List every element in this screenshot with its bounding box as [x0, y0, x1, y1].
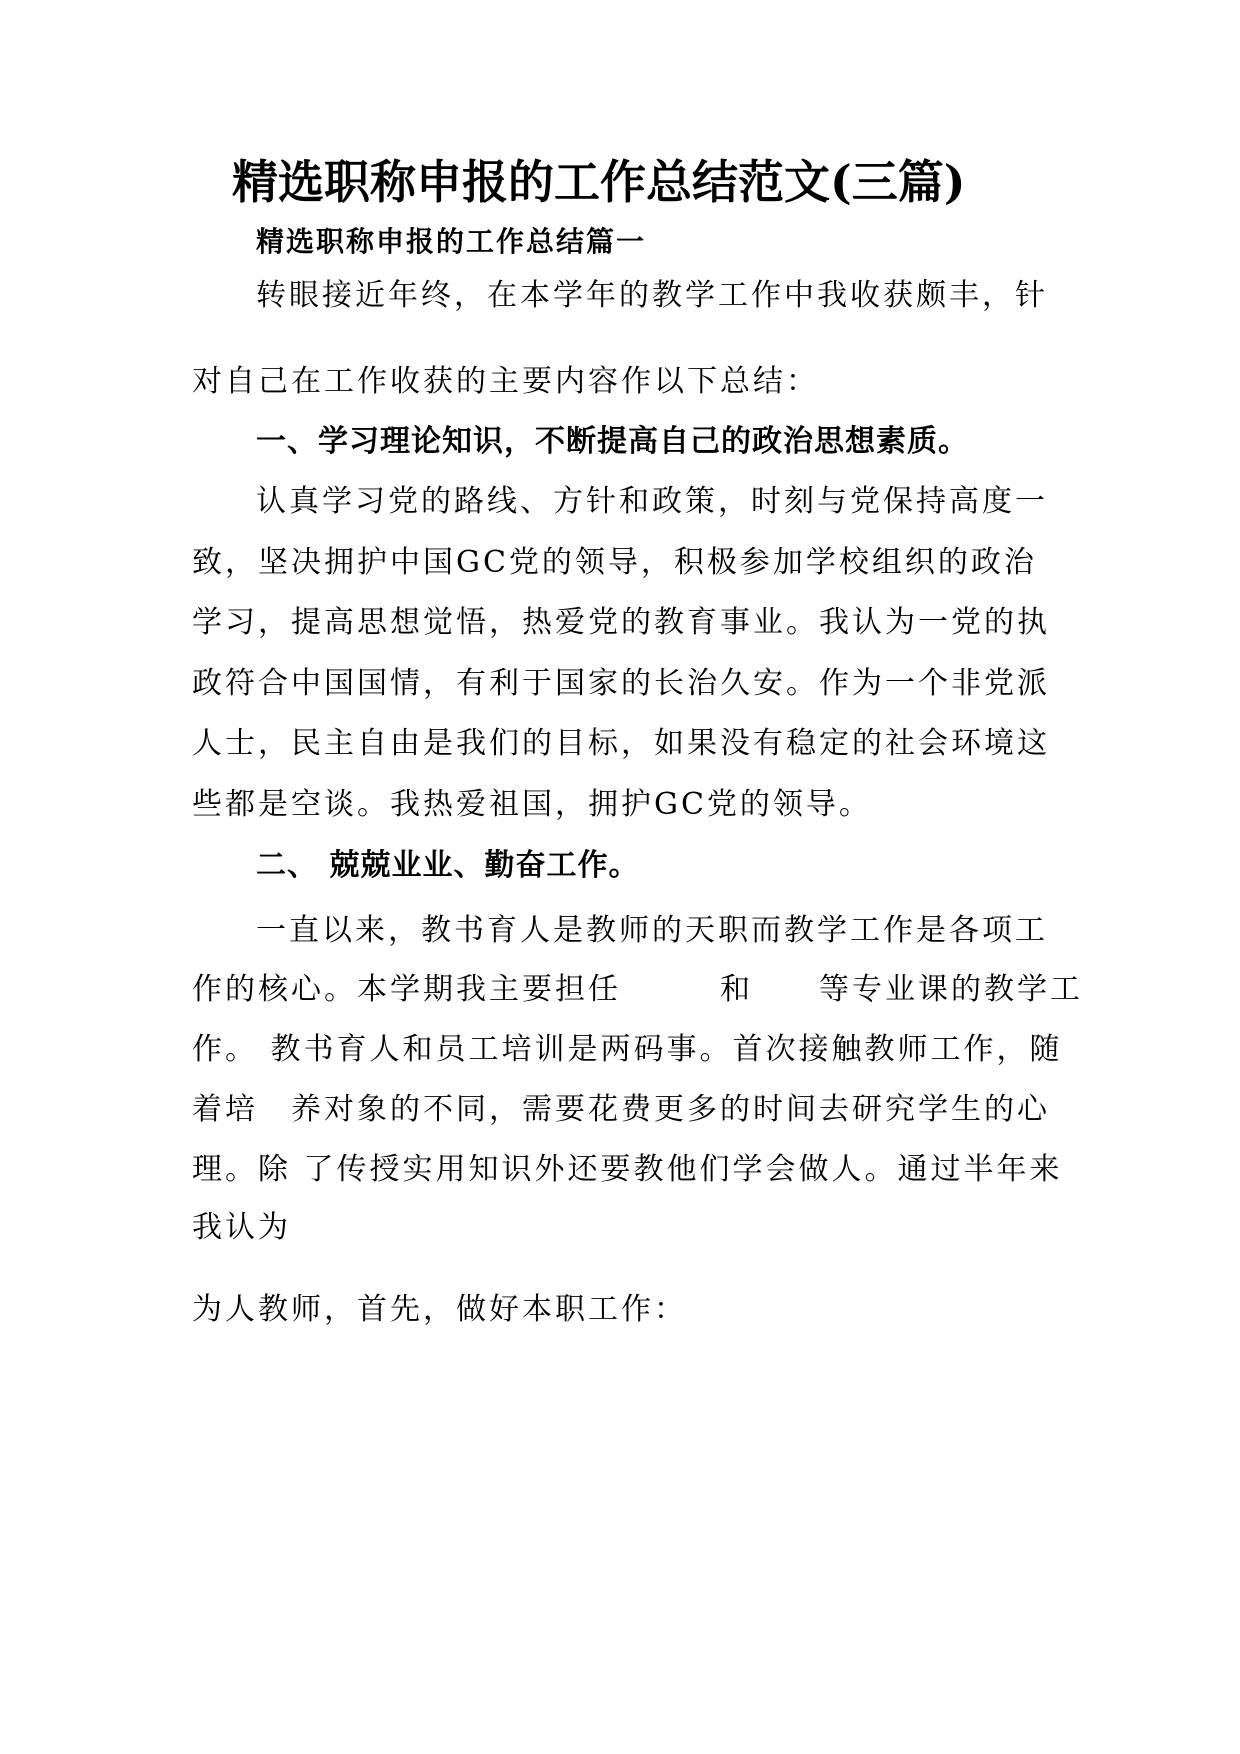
paragraph-line: 为人教师，首先，做好本职工作： [192, 1292, 687, 1327]
paragraph-line: 一直以来，教书育人是教师的天职而教学工作是各项工 [256, 913, 1048, 948]
section-heading-1: 一、学习理论知识，不断提高自己的政治思想素质。 [256, 424, 969, 459]
paragraph-line: 作的核心。本学期我主要担任 和 等专业课的教学工 [192, 972, 1083, 1007]
document-title: 精选职称申报的工作总结范文(三篇) [232, 155, 966, 209]
paragraph-line: 作。 教书育人和员工培训是两码事。首次接触教师工作，随 [192, 1032, 1063, 1067]
paragraph-line: 认真学习党的路线、方针和政策，时刻与党保持高度一 [256, 484, 1048, 519]
paragraph-line: 人士，民主自由是我们的目标，如果没有稳定的社会环境这 [192, 726, 1050, 761]
paragraph-line: 些都是空谈。我热爱祖国，拥护GC党的领导。 [192, 787, 872, 822]
paragraph-line: 政符合中国国情，有利于国家的长治久安。作为一个非党派 [192, 666, 1050, 701]
paragraph-line: 我认为 [192, 1210, 291, 1245]
section-subtitle: 精选职称申报的工作总结篇一 [256, 225, 647, 258]
paragraph-line: 致，坚决拥护中国GC党的领导，积极参加学校组织的政治 [192, 545, 1037, 580]
paragraph-line: 学习，提高思想觉悟，热爱党的教育事业。我认为一党的执 [192, 605, 1050, 640]
section-heading-2: 二、 兢兢业业、勤奋工作。 [256, 848, 640, 883]
paragraph-line: 理。除 了传授实用知识外还要教他们学会做人。通过半年来 [192, 1152, 1063, 1187]
paragraph-line: 对自己在工作收获的主要内容作以下总结： [192, 364, 819, 399]
paragraph-line: 着培 养对象的不同，需要花费更多的时间去研究学生的心 [192, 1092, 1050, 1127]
paragraph-line: 转眼接近年终，在本学年的教学工作中我收获颇丰，针 [256, 278, 1048, 313]
